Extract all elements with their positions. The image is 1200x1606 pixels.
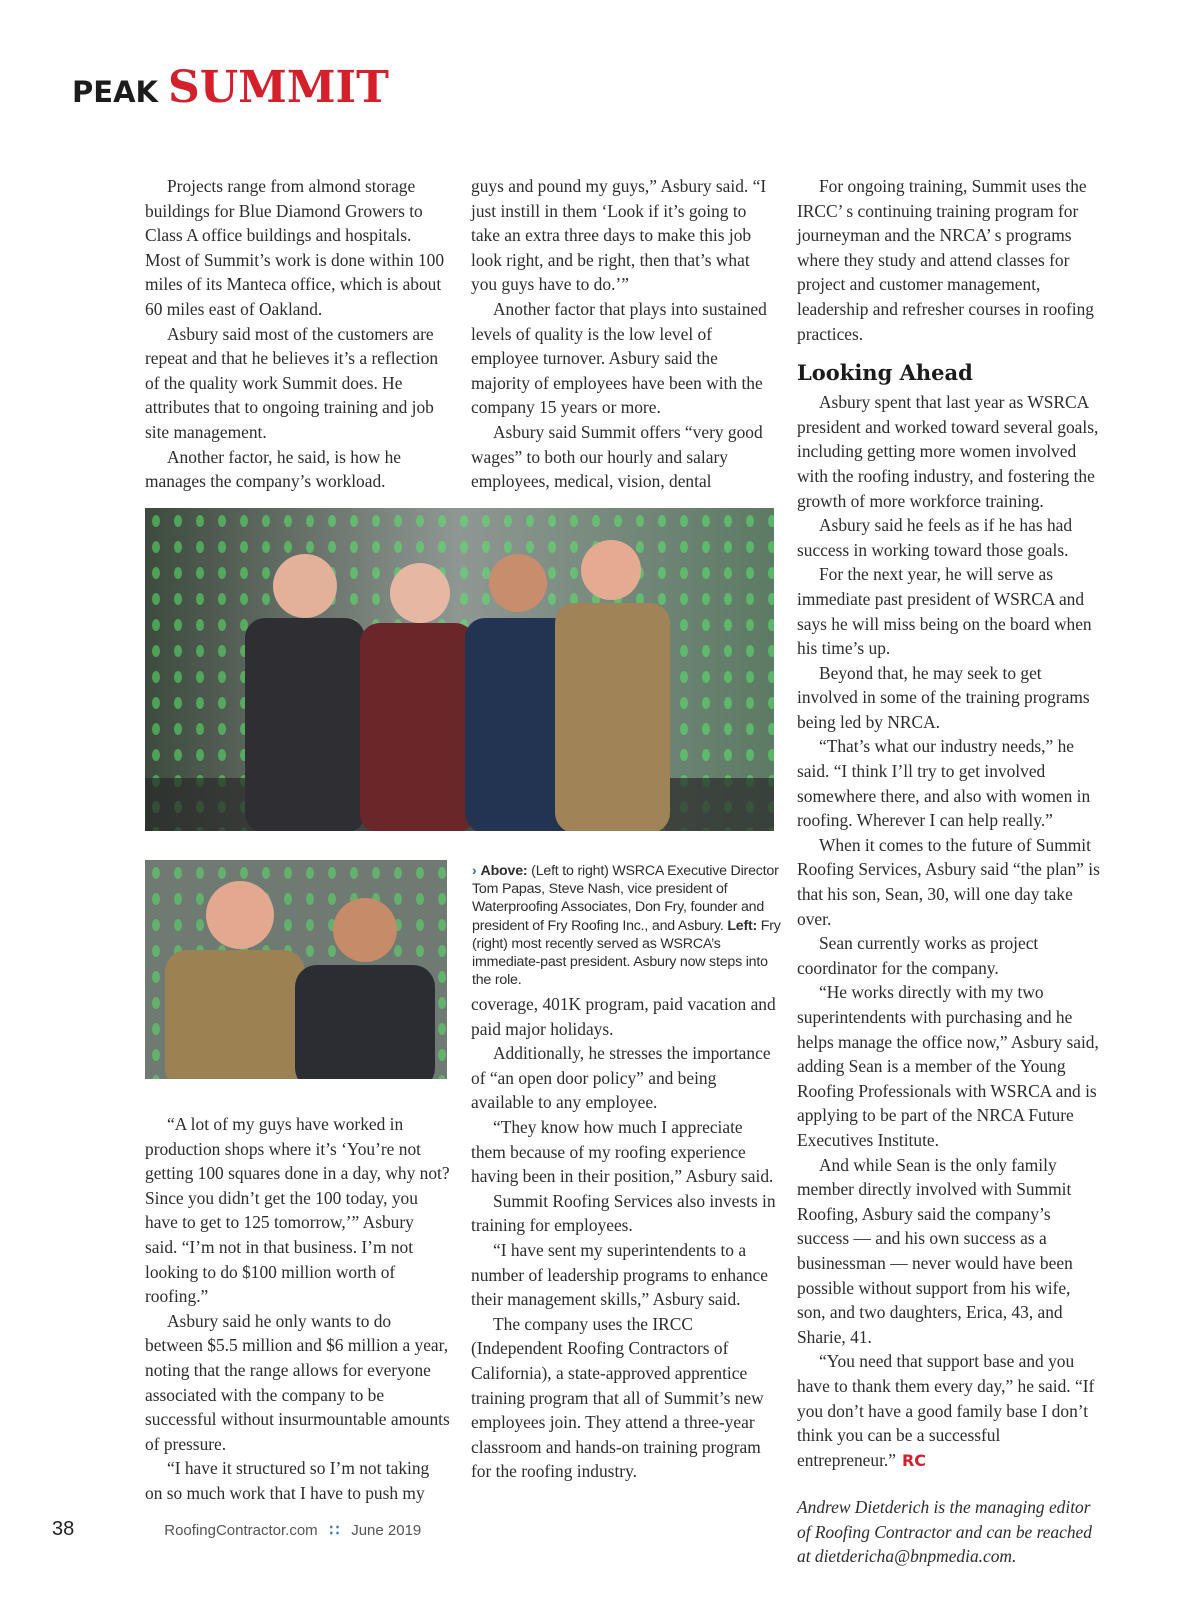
page-footer [52,1518,421,1541]
paragraph: The company uses the IRCC (Independent Roofing Contractors of California), a state-approved apprentice training program that all of Summit’s new employees join. They attend a three-year classroom and hands-on training program for the roofing industry. [471,1313,764,1482]
footer-separator-icon: ∷ [329,1522,340,1539]
paragraph: Asbury said most of the customers are repeat and that he believes it’s a reflection of the quality work Summit does. He attributes that to ongoing training and job site management. [145,323,439,442]
column-1-top [145,174,450,494]
paragraph: Another factor, he said, is how he manages the company’s workload. [145,446,402,492]
paragraph: And while Sean is the only family member directly involved with Summit Roofing, Asbury said the company’s success — and his own success as a businessman — never would have been possible without support from his wife, son, and two daughters, Erica, 43, and Sharie, 41. [797,1154,1073,1347]
column-1-bottom [145,1112,450,1506]
paragraph: Summit Roofing Services also invests in training for employees. [471,1190,776,1236]
caption-above-text: (Left to right) WSRCA Executive Director Tom Papas, Steve Nash, vice president of Waterproofing Associates, Don Fry, founder and president of Fry Roofing Inc., and Asbury. [472,863,779,934]
caption-above-label: Above: [480,863,528,879]
section-masthead [72,62,389,113]
paragraph: Beyond that, he may seek to get involved in some of the training programs being led by NRCA. [797,662,1090,732]
masthead-summit: SUMMIT [167,62,389,113]
footer-site-link[interactable]: RoofingContractor.com [164,1522,318,1539]
paragraph: guys and pound my guys,” Asbury said. “I just instill in them ‘Look if it’s going to take an extra three days to make this job look right, and be right, then that’s what you guys have to do.’” [471,176,767,295]
column-3 [797,174,1103,1569]
duo-photo-illustration [145,860,447,1079]
photo-caption [472,862,782,989]
paragraph: “He works directly with my two superintendents with purchasing and he helps manage the office now,” Asbury said, adding Sean is a member of the Young Roofing Professionals with WSRCA and is applying to be part of the NRCA Future Executives Institute. [797,982,1099,1150]
closing-paragraph [797,1349,1103,1473]
paragraph: Asbury spent that last year as WSRCA president and worked toward several goals, including getting more women involved with the roofing industry, and fostering the growth of more workforce training. [797,392,1099,511]
paragraph: “That’s what our industry needs,” he said. “I think I’ll try to get involved somewhere there, and also with women in roofing. Wherever I can help really.” [797,736,1091,831]
author-byline: Andrew Dietderich is the managing editor of Roofing Contractor and can be reached at dietdericha@bnpmedia.com. [797,1497,1092,1567]
paragraph: For the next year, he will serve as immediate past president of WSRCA and says he will miss being on the board when his time’s up. [797,564,1092,659]
page-number: 38 [52,1518,75,1540]
paragraph: Projects range from almond storage buildings for Blue Diamond Growers to Class A office buildings and hospitals. Most of Summit’s work is done within 100 miles of its Manteca office, which is about 60 miles east of Oakland. [145,176,445,319]
paragraph: Sean currently works as project coordinator for the company. [797,933,1039,978]
column-2-top [471,174,777,494]
paragraph: “They know how much I appreciate them because of my roofing experience having been in their position,” Asbury said. [471,1116,774,1187]
group-photo [145,508,774,831]
paragraph: Asbury said Summit offers “very good wages” to both our hourly and salary employees, medical, vision, dental [471,421,763,492]
paragraph: “I have sent my superintendents to a number of leadership programs to enhance their management skills,” Asbury said. [471,1239,768,1310]
caption-chevron-icon: › [472,863,477,879]
paragraph: When it comes to the future of Summit Roofing Services, Asbury said “the plan” is that his son, Sean, 30, will one day take over. [797,834,1100,929]
paragraph: “I have it structured so I’m not taking on so much work that I have to push my [145,1458,430,1503]
paragraph: coverage, 401K program, paid vacation and paid major holidays. [471,994,776,1039]
column-2-bottom [471,992,777,1484]
group-photo-illustration [145,508,774,831]
caption-left-label: Left: [727,917,758,934]
caption-left-text: Fry (right) most recently served as WSRCA’s immediate-past president. Asbury now steps into the role. [472,917,781,989]
closing-text: “You need that support base and you have to thank them every day,” he said. “If you don’t have a good family base I don’t think you can be a successful entrepreneur.” [797,1351,1095,1470]
paragraph: Another factor that plays into sustained levels of quality is the low level of employee turnover. Asbury said the majority of employees have been with the company 15 years or more. [471,298,767,418]
paragraph: Asbury said he only wants to do between $5.5 million and $6 million a year, noting that the range allows for everyone associated with the company to be successful without insurmountable amounts of pressure. [145,1310,450,1454]
footer-issue-date: June 2019 [351,1522,422,1539]
masthead-peak: PEAK [72,75,158,109]
paragraph: Asbury said he feels as if he has had success in working toward those goals. [797,515,1073,560]
paragraph: Additionally, he stresses the importance of “an open door policy” and being available to any employee. [471,1043,771,1113]
rc-end-mark: RC [901,1450,927,1470]
section-heading: Looking Ahead [797,360,973,386]
paragraph: For ongoing training, Summit uses the IRCC’ s continuing training program for journeyman and the NRCA’ s programs where they study and attend classes for project and customer management, leadership and refresher courses in roofing practices. [797,176,1094,344]
duo-photo [145,860,447,1079]
paragraph: “A lot of my guys have worked in production shops where it’s ‘You’re not getting 100 squares done in a day, why not? Since you didn’t get the 100 today, you have to get to 125 tomorrow,’” Asbury said. “I’m not in that business. I’m not looking to do $100 million worth of roofing.” [145,1114,450,1307]
